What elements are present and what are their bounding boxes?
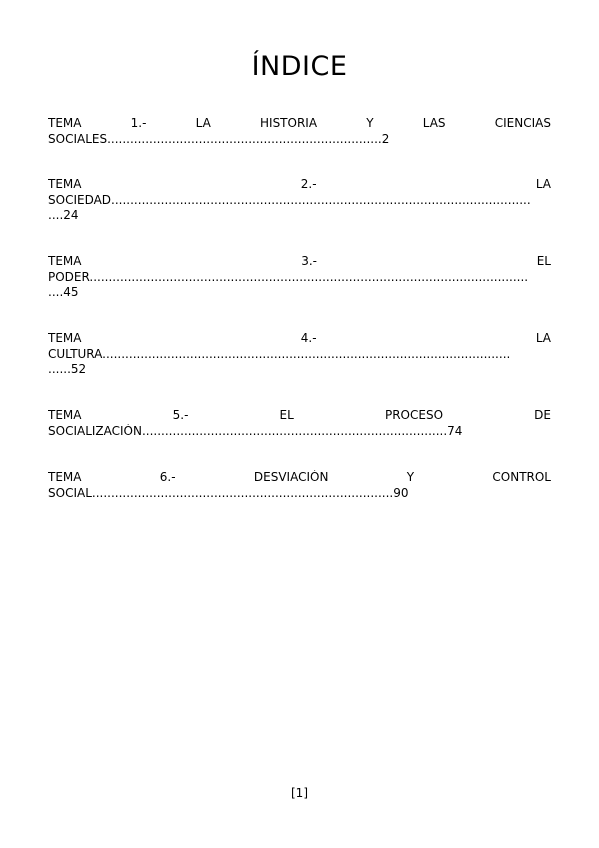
toc-entry-leader (48, 132, 551, 148)
toc-entry-heading (48, 177, 551, 193)
toc-page-number: 90 (393, 485, 409, 500)
toc-entry-wrap (48, 208, 551, 224)
toc-word: DESVIACIÓN (253, 470, 329, 484)
toc-word: 5.- (172, 408, 189, 422)
toc-entry-leader (48, 347, 551, 363)
toc-word: 1.- (130, 116, 147, 130)
toc-entry-heading (48, 470, 551, 486)
toc-entry-1 (48, 116, 551, 147)
toc-dots: ...... (48, 362, 71, 376)
toc-word: HISTORIA (260, 116, 318, 130)
toc-entry-wrap (48, 285, 551, 301)
toc-word: 2.- (300, 177, 317, 191)
toc-dots: .... (48, 285, 64, 299)
toc-entry-wrap (48, 362, 551, 378)
toc-word: TEMA (48, 331, 82, 345)
toc-entry-heading (48, 254, 551, 270)
toc-word: PROCESO (384, 408, 444, 422)
toc-word: LAS (422, 116, 446, 130)
toc-entry-leader (48, 193, 551, 209)
toc-word: TEMA (48, 177, 82, 191)
toc-word: TEMA (48, 116, 82, 130)
toc-word: DE (534, 408, 551, 422)
toc-dots: .... (48, 208, 64, 222)
toc-word: TEMA (48, 254, 82, 268)
toc-entry-2 (48, 177, 551, 224)
toc-word: EL (536, 254, 551, 268)
toc-dots: ................................................................................................................... (89, 269, 529, 284)
toc-page-number: 2 (381, 131, 390, 146)
toc-lead-word: CULTURA (48, 346, 103, 361)
toc-page-number: 45 (63, 285, 79, 299)
toc-entry-heading (48, 116, 551, 132)
toc-entry-leader (48, 270, 551, 286)
toc-dots: .............................................................................................................. (111, 192, 531, 207)
toc-page-number: 24 (63, 208, 79, 222)
toc-entry-leader (48, 486, 551, 502)
toc-word: Y (366, 116, 374, 130)
toc-lead-word: SOCIEDAD (48, 192, 112, 207)
toc-word: 3.- (301, 254, 317, 268)
toc-lead-word: SOCIAL (48, 485, 92, 500)
toc-word: 6.- (159, 470, 176, 484)
toc-word: Y (406, 470, 415, 484)
toc-word: LA (195, 116, 211, 130)
toc-page-number: 74 (447, 423, 463, 438)
toc-dots: ........................................................................ (107, 131, 382, 146)
toc-entry-4 (48, 331, 551, 378)
toc-lead-word: SOCIALIZACIÓN (48, 423, 142, 438)
toc-word: TEMA (48, 470, 82, 484)
toc-word: CONTROL (492, 470, 551, 484)
toc-lead-word: SOCIALES (48, 131, 108, 146)
toc-word: LA (535, 177, 551, 191)
toc-page-number: 52 (70, 362, 87, 376)
toc-word: LA (535, 331, 551, 345)
toc-entry-heading (48, 331, 551, 347)
toc-word: CIENCIAS (494, 116, 551, 130)
toc-entry-leader (48, 424, 551, 440)
toc-lead-word: PODER (48, 269, 90, 284)
index-title: ÍNDICE (251, 51, 348, 82)
toc-word: 4.- (300, 331, 317, 345)
toc-word: EL (279, 408, 294, 422)
toc-word: TEMA (48, 408, 82, 422)
toc-dots: ............................................................................... (91, 485, 394, 500)
toc-entry-5 (48, 408, 551, 439)
toc-dots: ........................................................................................................... (102, 346, 511, 361)
toc-dots: ................................................................................ (141, 423, 448, 438)
toc-entry-3 (48, 254, 551, 301)
toc-entry-heading (48, 408, 551, 424)
toc-entry-6 (48, 470, 551, 501)
footer-page-number: [1] (291, 786, 308, 800)
